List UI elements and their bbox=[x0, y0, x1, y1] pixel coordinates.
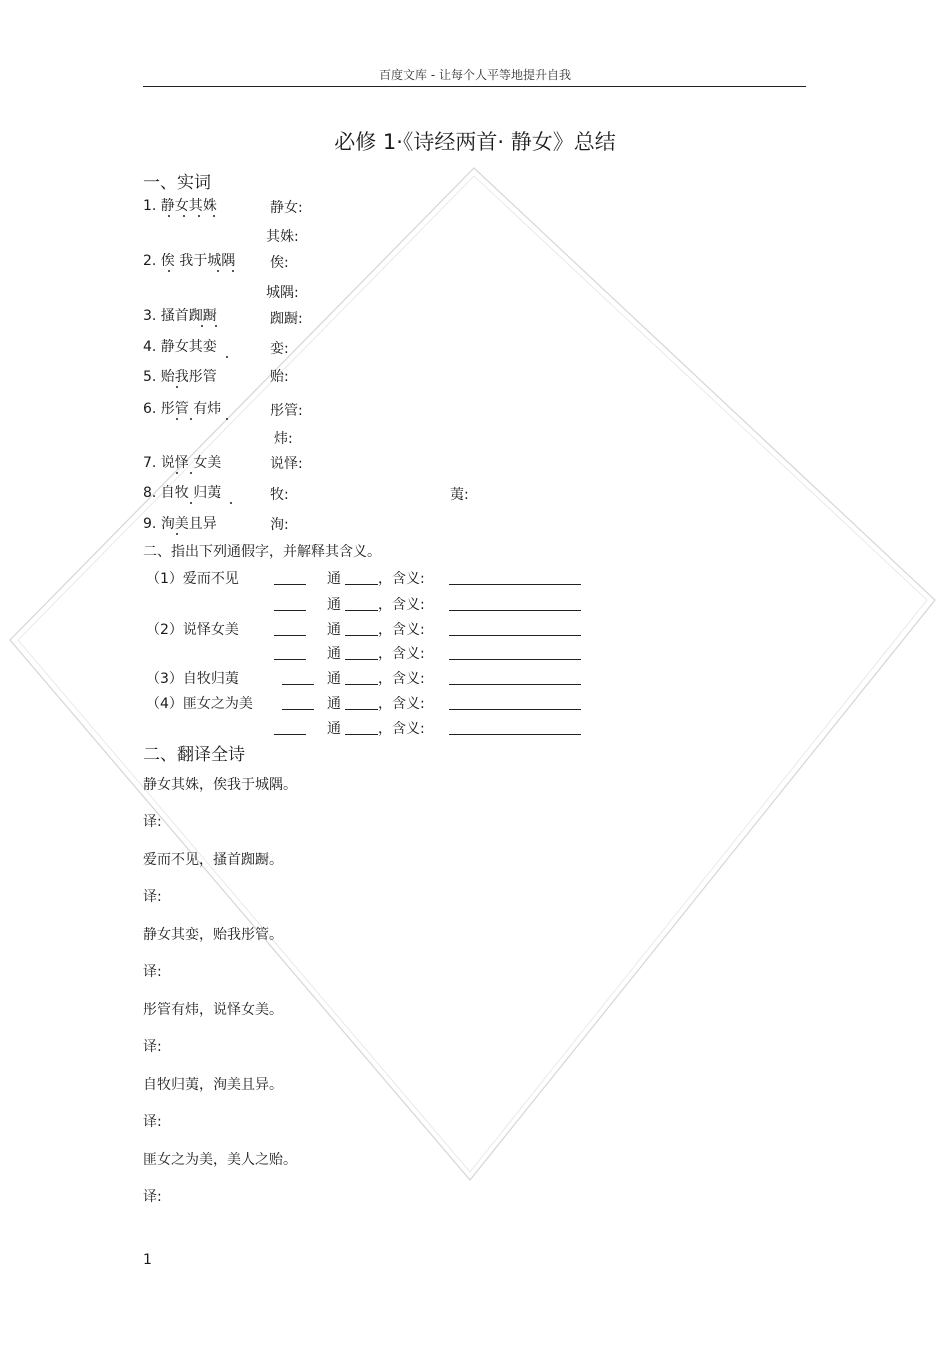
meaning-blank[interactable] bbox=[449, 658, 581, 660]
translation-prompt: 译: bbox=[143, 1114, 162, 1130]
hanyi-label: ，含义: bbox=[378, 646, 425, 662]
tongjia-char-blank[interactable] bbox=[282, 708, 314, 710]
hanyi-label: ，含义: bbox=[378, 721, 425, 737]
tong-label: 通 bbox=[327, 597, 341, 613]
meaning-blank[interactable] bbox=[449, 683, 581, 685]
tongjia-char-blank[interactable] bbox=[274, 634, 306, 636]
section-heading-fanyi: 二、翻译全诗 bbox=[143, 745, 245, 765]
poem-line: 爱而不见，搔首踟蹰。 bbox=[143, 852, 283, 868]
hanyi-label: ，含义: bbox=[378, 671, 425, 687]
tongjia-row-label: （2）说怿女美 bbox=[146, 622, 239, 638]
tong-label: 通 bbox=[327, 571, 341, 587]
translation-prompt: 译: bbox=[143, 814, 162, 830]
tong-char-blank[interactable] bbox=[345, 733, 378, 735]
page-title: 必修 1·《诗经两首· 静女》总结 bbox=[334, 130, 616, 154]
vocab-item-2: 2. 俟 我于城隅 bbox=[143, 253, 236, 269]
tong-label: 通 bbox=[327, 721, 341, 737]
tongjia-row-label: （3）自牧归荑 bbox=[146, 671, 239, 687]
meaning-blank[interactable] bbox=[449, 609, 581, 611]
translation-prompt: 译: bbox=[143, 964, 162, 980]
vocab-item-5: 5. 贻我彤管 bbox=[143, 369, 217, 385]
tong-char-blank[interactable] bbox=[345, 583, 378, 585]
tong-char-blank[interactable] bbox=[345, 683, 378, 685]
section-heading-tongjia: 二、指出下列通假字，并解释其含义。 bbox=[143, 544, 381, 560]
tongjia-char-blank[interactable] bbox=[282, 683, 314, 685]
vocab-label: 炜: bbox=[274, 431, 293, 447]
tongjia-row-label: （4）匪女之为美 bbox=[146, 696, 253, 712]
tong-label: 通 bbox=[327, 646, 341, 662]
tong-label: 通 bbox=[327, 671, 341, 687]
poem-line: 自牧归荑，洵美且异。 bbox=[143, 1077, 283, 1093]
vocab-item-4: 4. 静女其娈 bbox=[143, 339, 217, 355]
vocab-label: 其姝: bbox=[266, 229, 299, 245]
tong-label: 通 bbox=[327, 622, 341, 638]
vocab-label: 贻: bbox=[270, 369, 289, 385]
tong-char-blank[interactable] bbox=[345, 634, 378, 636]
hanyi-label: ，含义: bbox=[378, 571, 425, 587]
tongjia-char-blank[interactable] bbox=[274, 733, 306, 735]
tongjia-char-blank[interactable] bbox=[274, 583, 306, 585]
page-number: 1 bbox=[143, 1252, 152, 1268]
translation-prompt: 译: bbox=[143, 889, 162, 905]
translation-prompt: 译: bbox=[143, 1039, 162, 1055]
tong-char-blank[interactable] bbox=[345, 609, 378, 611]
vocab-label: 洵: bbox=[270, 517, 289, 533]
poem-line: 静女其姝，俟我于城隅。 bbox=[143, 777, 297, 793]
section-heading-shici: 一、实词 bbox=[143, 173, 211, 193]
meaning-blank[interactable] bbox=[449, 733, 581, 735]
meaning-blank[interactable] bbox=[449, 583, 581, 585]
vocab-label: 彤管: bbox=[270, 403, 303, 419]
vocab-label: 踟蹰: bbox=[270, 311, 303, 327]
vocab-label: 娈: bbox=[270, 341, 289, 357]
header-rule bbox=[143, 86, 806, 87]
vocab-item-3: 3. 搔首踟蹰 bbox=[143, 308, 217, 324]
vocab-label: 俟: bbox=[270, 255, 289, 271]
poem-line: 彤管有炜，说怿女美。 bbox=[143, 1002, 283, 1018]
vocab-item-9: 9. 洵美且异 bbox=[143, 516, 217, 532]
poem-line: 匪女之为美，美人之贻。 bbox=[143, 1152, 297, 1168]
hanyi-label: ，含义: bbox=[378, 622, 425, 638]
vocab-label: 荑: bbox=[450, 487, 469, 503]
vocab-label: 静女: bbox=[270, 200, 303, 216]
vocab-item-6: 6. 彤管 有炜 bbox=[143, 401, 222, 417]
hanyi-label: ，含义: bbox=[378, 597, 425, 613]
vocab-item-1: 1. 静女其姝 bbox=[143, 198, 217, 214]
poem-line: 静女其娈，贻我彤管。 bbox=[143, 927, 283, 943]
tong-label: 通 bbox=[327, 696, 341, 712]
tong-char-blank[interactable] bbox=[345, 658, 378, 660]
vocab-label: 牧: bbox=[270, 487, 289, 503]
meaning-blank[interactable] bbox=[449, 634, 581, 636]
tongjia-row-label: （1）爱而不见 bbox=[146, 571, 239, 587]
hanyi-label: ，含义: bbox=[378, 696, 425, 712]
meaning-blank[interactable] bbox=[449, 708, 581, 710]
vocab-item-8: 8. 自牧 归荑 bbox=[143, 485, 222, 501]
tongjia-char-blank[interactable] bbox=[274, 609, 306, 611]
vocab-item-7: 7. 说怿 女美 bbox=[143, 455, 222, 471]
translation-prompt: 译: bbox=[143, 1189, 162, 1205]
vocab-label: 说怿: bbox=[270, 456, 303, 472]
tong-char-blank[interactable] bbox=[345, 708, 378, 710]
vocab-label: 城隅: bbox=[266, 285, 299, 301]
page-header: 百度文库 - 让每个人平等地提升自我 bbox=[379, 68, 571, 82]
tongjia-char-blank[interactable] bbox=[274, 658, 306, 660]
